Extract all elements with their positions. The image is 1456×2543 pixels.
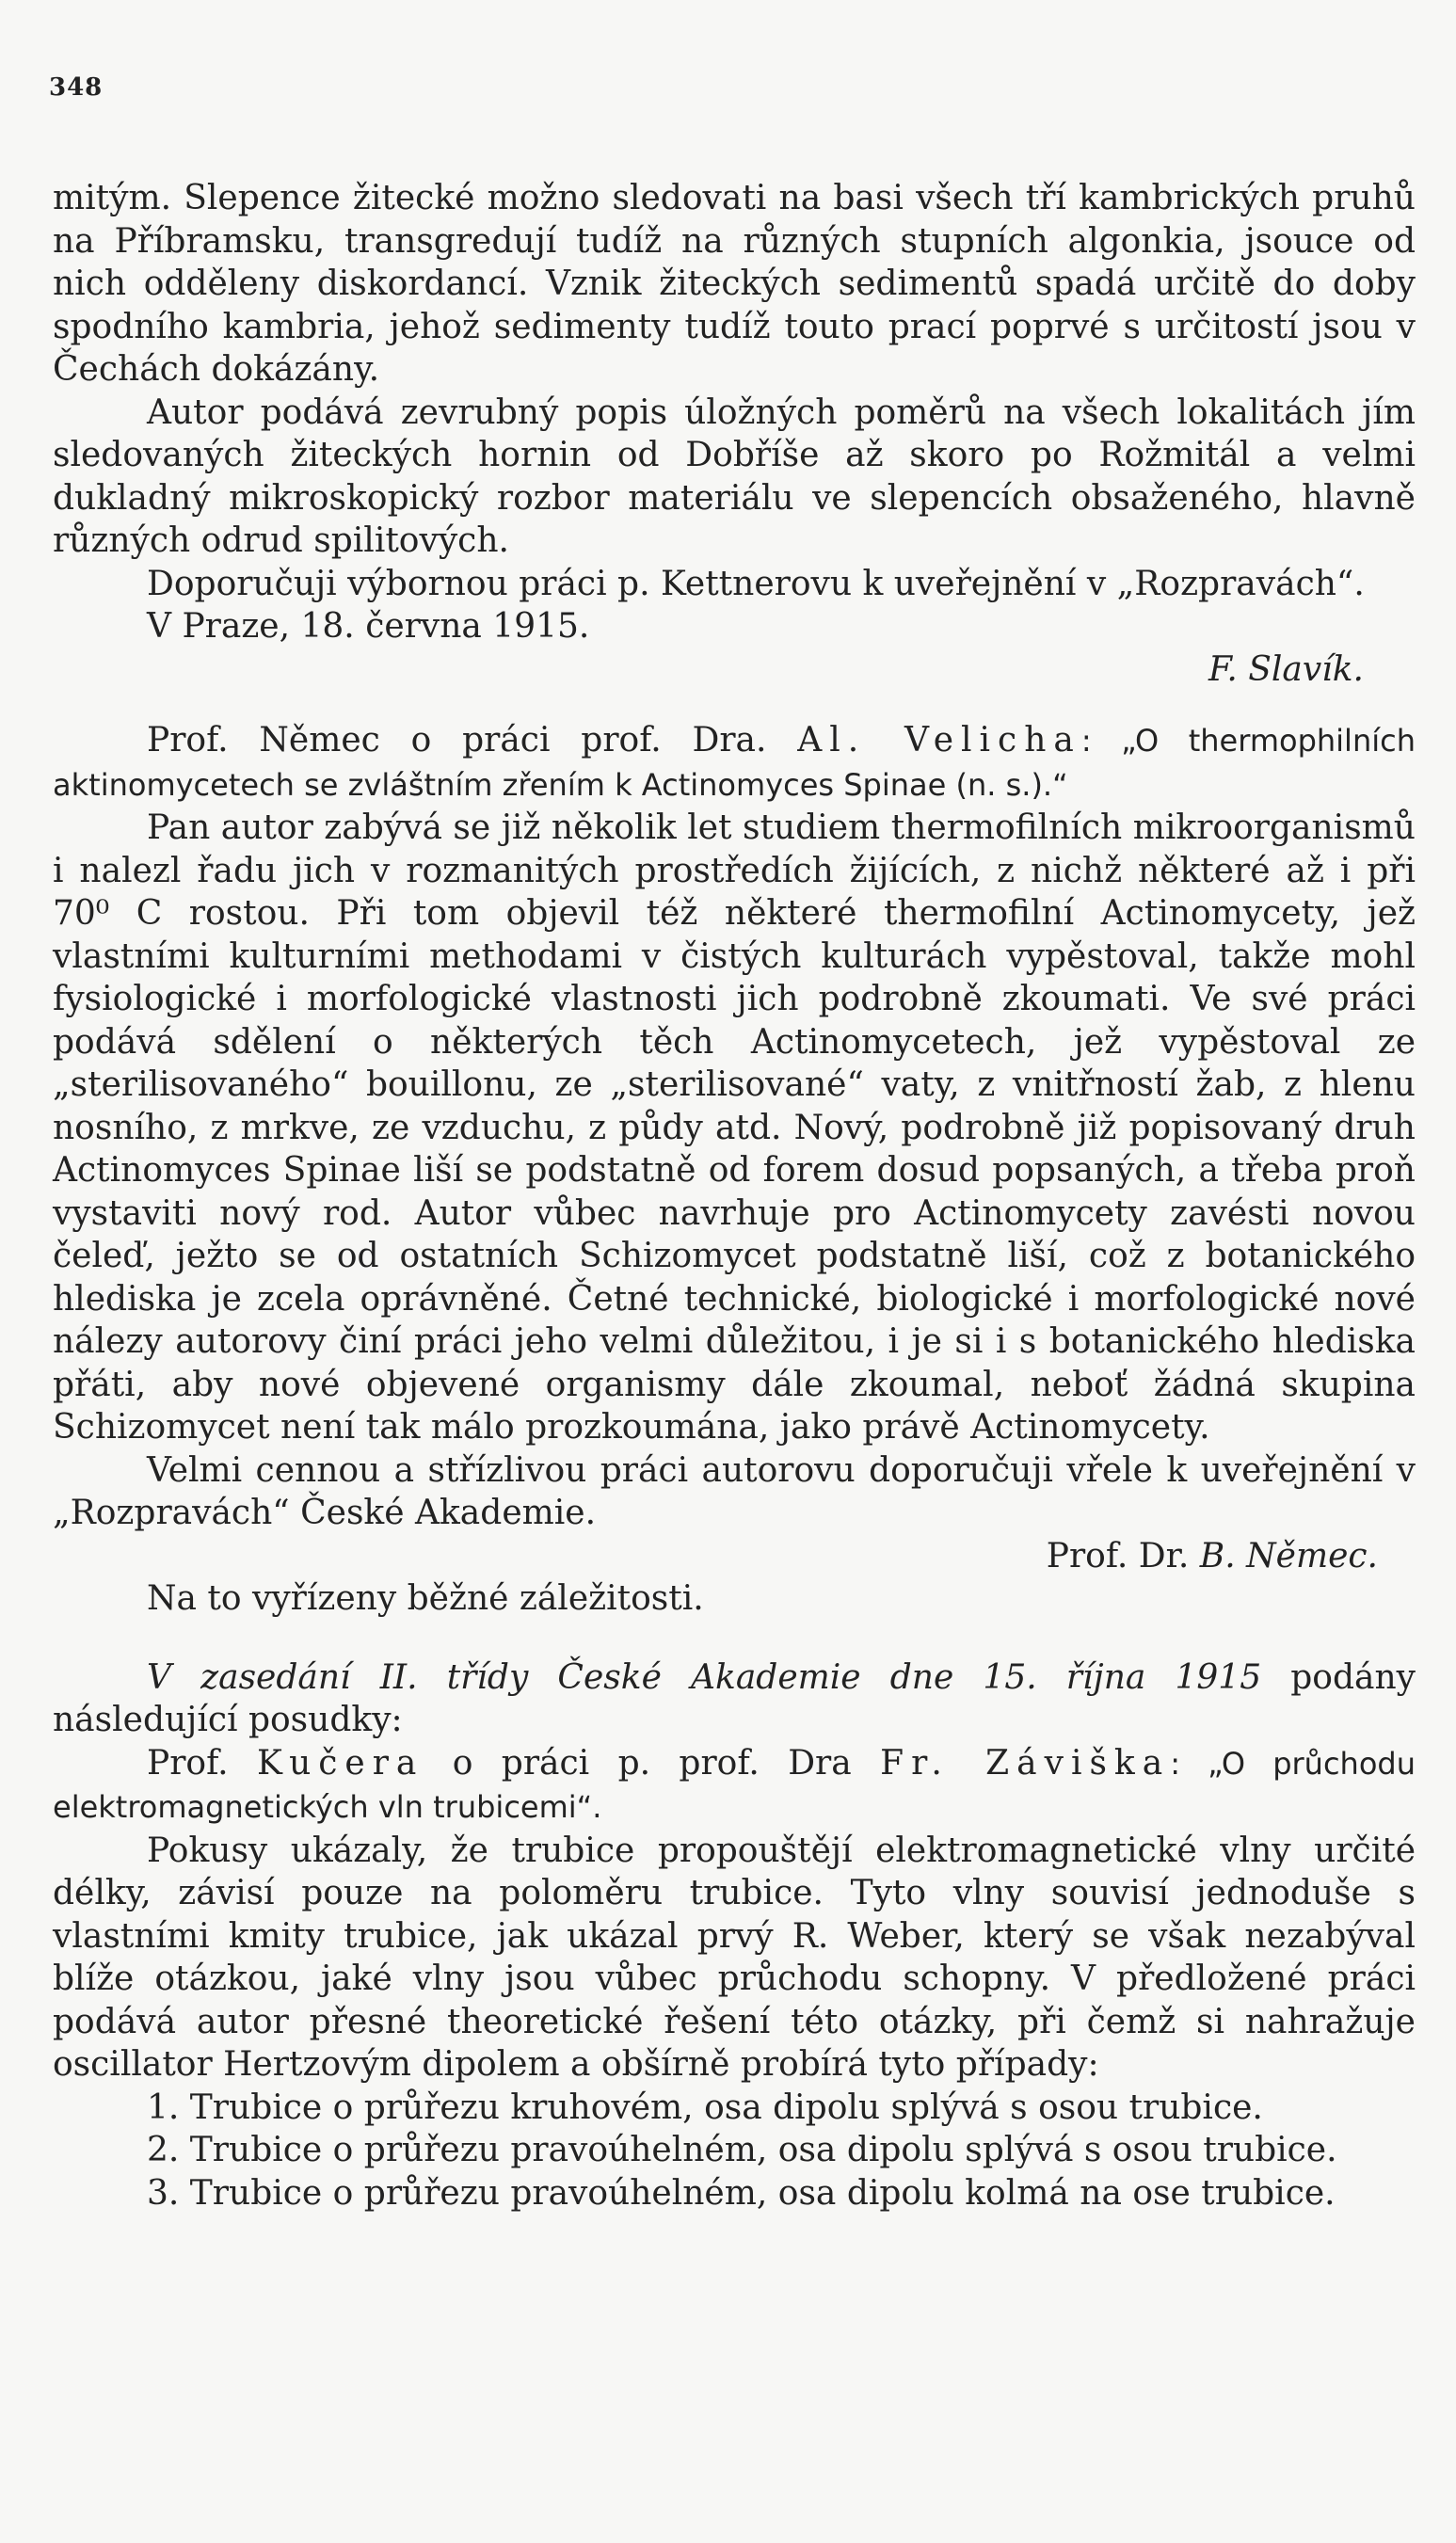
review-mid: o práci p. prof. Dra (424, 1743, 881, 1783)
list-item: 2. Trubice o průřezu pravoúhelném, osa dipolu splývá s osou trubice. (147, 2131, 1337, 2169)
paragraph-kettner-description: Autor podává zevrubný popis úložných poměrů na všech lokalitách jím sledovaných žiteckých hornin od Dobříše až skoro po Rožmitál a velmi dukladný mikroskopický rozbor materiálu ve slepencích obsaženého, hlavně různých odrud spilitových. (53, 392, 1416, 560)
session-title: V zasedání II. třídy České Akademie dne 15. října 1915 (147, 1657, 1262, 1697)
spacer (53, 1621, 1416, 1649)
signature-prefix: Prof. Dr. (1046, 1536, 1200, 1575)
paragraph-kettner-summary: mitým. Slepence žitecké možno sledovati na basi všech tří kambrických pruhů na Příbramsku, transgredují tudíž na různých stupních algonkia, jsouce od nich odděleny diskordancí. Vznik žiteckých sedimentů spadá určitě do doby spodního kambria, jehož sedimenty tudíž touto prací poprvé s určitostí jsou v Čechách dokázány. (53, 179, 1416, 389)
paragraph-velich-review: Pan autor zabývá se již několik let studiem thermofilních mikroorganismů i nalezl řadu jich v rozmanitých prostředích žijících, z nichž některé až i při 70⁰ C rostou. Při tom objevil též některé thermofilní Actinomycety, jež vlastními kulturními methodami v čistých kulturách vypěstoval, takže mohl fysiologické i morfologické vlastnosti jich podrobně zkoumati. Ve své práci podává sdělení o některých těch Actinomycetech, jež vypěstoval ze „sterilisovaného“ bouillonu, ze „sterilisované“ vaty, z vnitřností žab, z hlenu nosního, z mrkve, ze vzduchu, z půdy atd. Nový, podrobně již popisovaný druh Actinomyces Spinae liší se podstatně od forem dosud popsaných, a třeba proň vystaviti nový rod. Autor vůbec navrhuje pro Actinomycety zavésti novou čeleď, ježto se od ostatních Schizomycet podstatně liší, což z botanického hlediska je zcela oprávněné. Četné technické, biologické i morfologické nové nálezy autorovy činí práci jeho velmi důležitou, i je si i s botanického hlediska přáti, aby nové objevené organismy dále zkoumal, neboť žádná skupina Schizomycet není tak málo prozkoumána, jako právě Actinomycety. (53, 808, 1416, 1447)
paragraph-kettner-recommendation: Doporučuji výbornou práci p. Kettnerovu k uveřejnění v „Rozpravách“. (147, 564, 1365, 603)
session-rest: podány následující posudky: (53, 1657, 1416, 1739)
signature-slavik: F. Slavík. (1208, 649, 1364, 689)
review-prefix: Prof. Němec o práci prof. Dra. (147, 721, 798, 760)
page-number: 348 (49, 73, 104, 102)
session-heading (53, 1656, 1416, 1742)
review-title: : „O thermophilních aktinomycetech se zvláštním zřením k Actinomyces Spinae (n. s.).“ (53, 723, 1416, 803)
paragraph-velich-recommendation: Velmi cennou a střízlivou práci autorovu doporučuji vřele k uveřejnění v „Rozpravách“ České Akademie. (53, 1450, 1416, 1532)
review-heading-velich (53, 719, 1416, 807)
reviewer-name: Kučera (256, 1743, 424, 1783)
list-item: 1. Trubice o průřezu kruhovém, osa dipolu splývá s osou trubice. (147, 2087, 1263, 2127)
place-date: V Praze, 18. června 1915. (147, 607, 590, 646)
signature-nemec (53, 1535, 1416, 1578)
review-prefix: Prof. (147, 1743, 257, 1783)
page-body (53, 177, 1416, 2215)
author-name: Al. Velicha (797, 721, 1081, 760)
author-name: Fr. Záviška (880, 1743, 1171, 1783)
spacer (53, 691, 1416, 719)
paragraph-zaviska-review: Pokusy ukázaly, že trubice propouštějí elektromagnetické vlny určité délky, závisí pouze na poloměru trubice. Tyto vlny souvisí jednoduše s vlastními kmity trubice, jak ukázal prvý R. Weber, který se však nezabýval blíže otázkou, jaké vlny jsou vůbec průchodu schopny. V předložené práci podává autor přesné theoretické řešení této otázky, při čemž si nahražuje oscillator Hertzovým dipolem a obšírně probírá tyto případy: (53, 1831, 1416, 2084)
signature-name: B. Němec. (1199, 1536, 1378, 1575)
list-item: 3. Trubice o průřezu pravoúhelném, osa dipolu kolmá na ose trubice. (147, 2173, 1336, 2213)
review-heading-zaviska (53, 1742, 1416, 1830)
closing-line: Na to vyřízeny běžné záležitosti. (147, 1579, 704, 1618)
cases-list (53, 2087, 1416, 2215)
review-title: : „O průchodu elektromagnetických vln trubicemi“. (53, 1745, 1416, 1825)
spacer (53, 1649, 1416, 1656)
